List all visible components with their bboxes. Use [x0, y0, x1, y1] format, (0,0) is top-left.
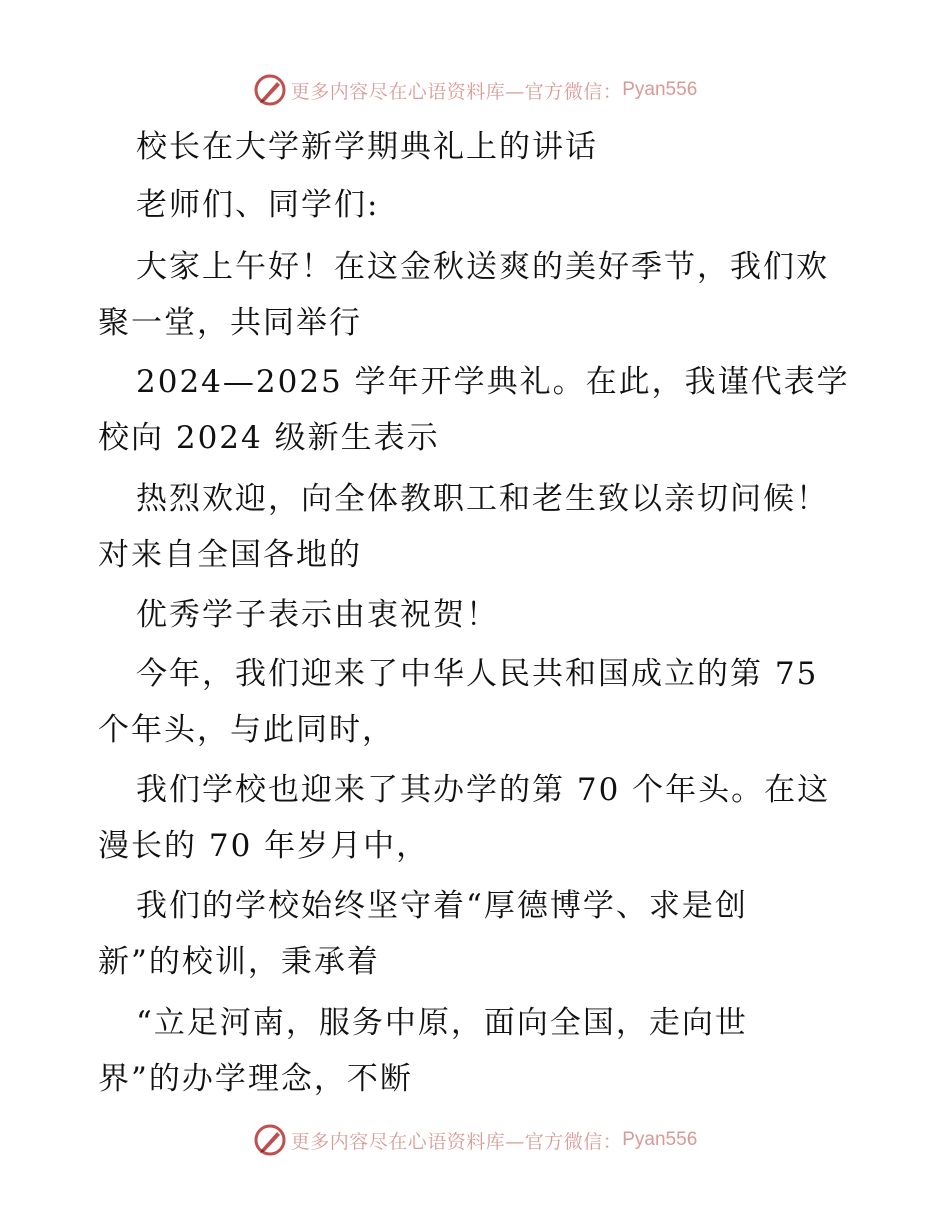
text-line: 对来自全国各地的: [98, 537, 362, 573]
text-line: 今年，我们迎来了中华人民共和国成立的第 75: [136, 656, 819, 692]
footer-watermark: [0, 1120, 950, 1160]
text-line: 我们的学校始终坚守着“厚德博学、求是创: [136, 888, 748, 924]
text-line: 热烈欢迎，向全体教职工和老生致以亲切问候！: [136, 481, 829, 517]
text-line: 校向 2024 级新生表示: [98, 420, 440, 456]
text-line: 界”的办学理念，不断: [98, 1061, 413, 1097]
text-line: “立足河南，服务中原，面向全国，走向世: [136, 1005, 748, 1041]
text-line: 个年头，与此同时，: [98, 712, 395, 748]
watermark-text: 更多内容尽在心语资料库—官方微信：: [290, 1130, 623, 1153]
text-line: 漫长的 70 年岁月中，: [98, 828, 430, 864]
pen-logo-icon: [253, 73, 287, 107]
text-line: 新”的校训，秉承着: [98, 944, 380, 980]
watermark-text: 更多内容尽在心语资料库—官方微信：: [290, 80, 623, 103]
text-line: 优秀学子表示由衷祝贺！: [136, 597, 499, 633]
text-line: 老师们、同学们:: [136, 187, 380, 223]
header-watermark: [0, 70, 950, 110]
watermark-wechat-id: Pyan556: [622, 79, 698, 100]
text-line: 聚一堂，共同举行: [98, 305, 362, 341]
watermark-wechat-id: Pyan556: [622, 1129, 698, 1150]
text-line: 2024—2025 学年开学典礼。在此，我谨代表学: [136, 364, 850, 400]
pen-logo-icon: [253, 1123, 287, 1157]
text-line: 大家上午好！在这金秋送爽的美好季节，我们欢: [136, 249, 829, 285]
doc-title: 校长在大学新学期典礼上的讲话: [136, 129, 598, 165]
text-line: 我们学校也迎来了其办学的第 70 个年头。在这: [136, 772, 831, 808]
